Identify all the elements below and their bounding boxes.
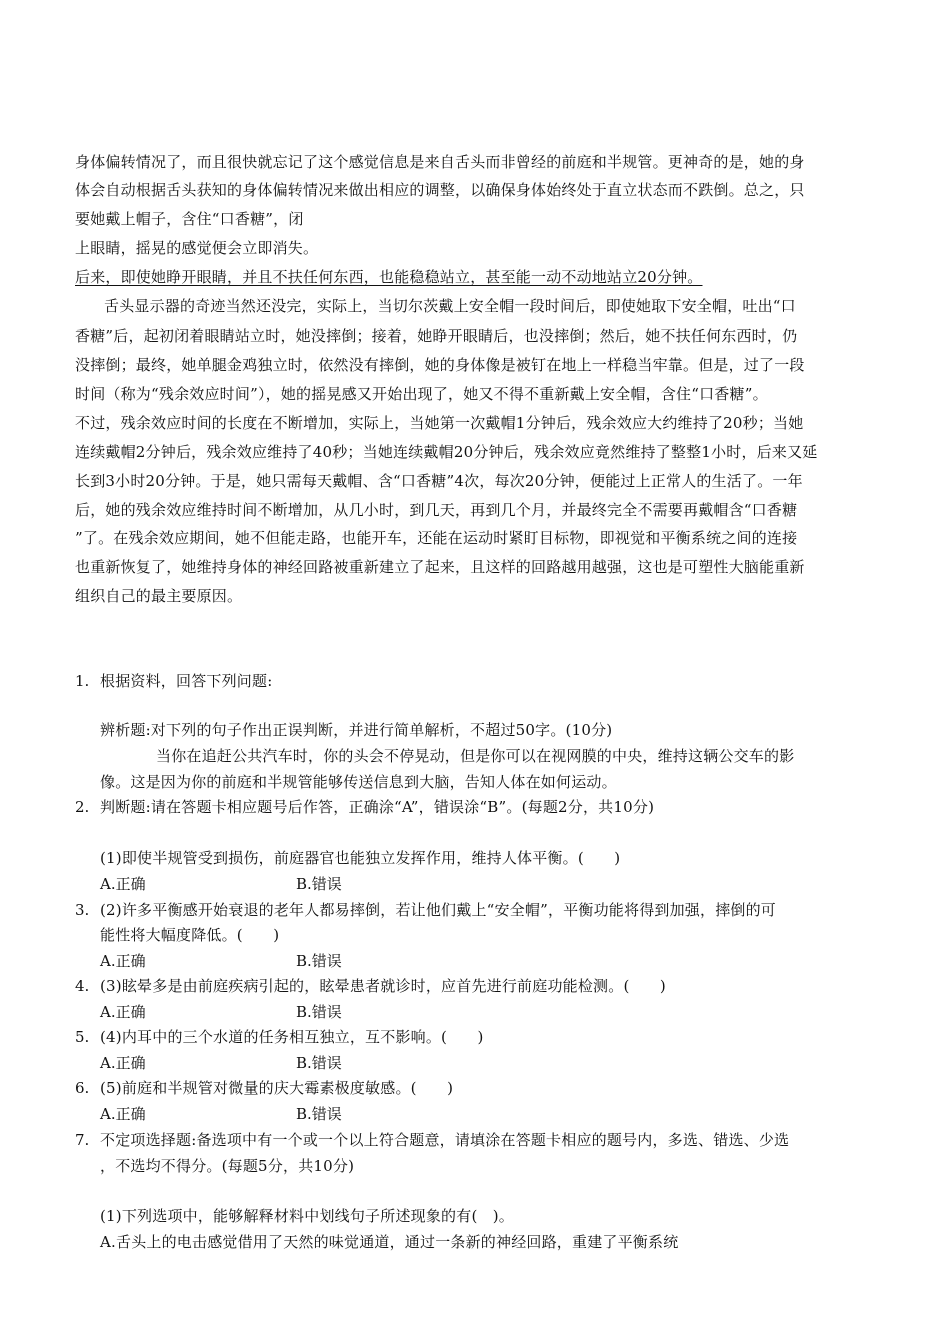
sub-question-line: 当你在追赶公共汽车时，你的头会不停晃动，但是你可以在视网膜的中央，维持这辆公交车的影 <box>156 747 795 765</box>
option-b[interactable]: B.错误 <box>296 875 342 893</box>
underlined-sentence: 后来，即使她睁开眼睛，并且不扶任何东西，也能稳稳站立，甚至能一动不动地站立20分钟。 <box>75 268 703 286</box>
passage-line: 身体偏转情况了，而且很快就忘记了这个感觉信息是来自舌头而非曾经的前庭和半规管。更神奇的是，她的身 <box>75 153 805 171</box>
option-a[interactable]: A.正确 <box>100 952 146 970</box>
passage-line: 体会自动根据舌头获知的身体偏转情况来做出相应的调整，以确保身体始终处于直立状态而不跌倒。总之，只 <box>75 181 805 199</box>
option-a[interactable]: A.正确 <box>100 1003 146 1021</box>
sub-question-line: 像。这是因为你的前庭和半规管能够传送信息到大脑，告知人体在如何运动。 <box>100 773 617 791</box>
option-a[interactable]: A.舌头上的电击感觉借用了天然的味觉通道，通过一条新的神经回路，重建了平衡系统 <box>100 1233 679 1251</box>
question-line: (2)许多平衡感开始衰退的老年人都易摔倒，若让他们戴上“安全帽”，平衡功能将得到加强，摔倒的可 <box>100 901 776 919</box>
question-stem: 根据资料，回答下列问题: <box>100 672 273 690</box>
question-line: (4)内耳中的三个水道的任务相互独立，互不影响。( ) <box>100 1028 484 1046</box>
passage-line: 香糖”后，起初闭着眼睛站立时，她没摔倒；接着，她睁开眼睛后，也没摔倒；然后，她不扶任何东西时，仍 <box>75 327 798 345</box>
passage-line: 舌头显示器的奇迹当然还没完，实际上，当切尔茨戴上安全帽一段时间后，即使她取下安全帽，吐出“口 <box>104 297 796 315</box>
question-number: 3. <box>75 901 90 919</box>
question-line: (5)前庭和半规管对微量的庆大霉素极度敏感。( ) <box>100 1079 454 1097</box>
question-line: (3)眩晕多是由前庭疾病引起的，眩晕患者就诊时，应首先进行前庭功能检测。( ) <box>100 977 666 995</box>
question-number: 2. <box>75 798 90 816</box>
question-number: 4. <box>75 977 90 995</box>
question-line: 不定项选择题:备选项中有一个或一个以上符合题意，请填涂在答题卡相应的题号内，多选、错选、少选 <box>100 1131 790 1149</box>
passage-line: 时间（称为“残余效应时间”），她的摇晃感又开始出现了，她又不得不重新戴上安全帽，含住“口香糖”。 <box>75 385 768 403</box>
passage-line: 组织自己的最主要原因。 <box>75 587 243 605</box>
passage-line: 要她戴上帽子，含住“口香糖”，闭 <box>75 210 304 228</box>
passage-line: 上眼睛，摇晃的感觉便会立即消失。 <box>75 239 319 257</box>
option-b[interactable]: B.错误 <box>296 952 342 970</box>
option-b[interactable]: B.错误 <box>296 1003 342 1021</box>
option-a[interactable]: A.正确 <box>100 1105 146 1123</box>
sub-question-heading: 辨析题:对下列的句子作出正误判断，并进行简单解析，不超过50字。(10分) <box>100 721 613 739</box>
passage-line: ”了。在残余效应期间，她不但能走路，也能开车，还能在运动时紧盯目标物，即视觉和平衡系统之间的连接 <box>75 529 798 547</box>
question-number: 7. <box>75 1131 90 1149</box>
question-number: 5. <box>75 1028 90 1046</box>
passage-line: 连续戴帽2分钟后，残余效应维持了40秒；当她连续戴帽20分钟后，残余效应竟然维持了整整1小时，后来又延 <box>75 443 818 461</box>
option-a[interactable]: A.正确 <box>100 875 146 893</box>
passage-line: 不过，残余效应时间的长度在不断增加，实际上，当她第一次戴帽1分钟后，残余效应大约维持了20秒；当她 <box>75 414 804 432</box>
question-number: 6. <box>75 1079 90 1097</box>
option-b[interactable]: B.错误 <box>296 1054 342 1072</box>
question-line: 能性将大幅度降低。( ) <box>100 926 280 944</box>
passage-line: 也重新恢复了，她维持身体的神经回路被重新建立了起来，且这样的回路越用越强，这也是可塑性大脑能重新 <box>75 558 805 576</box>
question-item: (1)即使半规管受到损伤，前庭器官也能独立发挥作用，维持人体平衡。( ) <box>100 849 621 867</box>
option-b[interactable]: B.错误 <box>296 1105 342 1123</box>
option-a[interactable]: A.正确 <box>100 1054 146 1072</box>
question-stem: 判断题:请在答题卡相应题号后作答，正确涂“A”，错误涂“B”。(每题2分，共10分) <box>100 798 655 816</box>
question-item: (1)下列选项中，能够解释材料中划线句子所述现象的有( )。 <box>100 1207 514 1225</box>
passage-line: 长到3小时20分钟。于是，她只需每天戴帽、含“口香糖”4次，每次20分钟，便能过上正常人的生活了。一年 <box>75 472 803 490</box>
question-line: ，不选均不得分。(每题5分，共10分) <box>100 1157 355 1175</box>
passage-line: 没摔倒；最终，她单腿金鸡独立时，依然没有摔倒，她的身体像是被钉在地上一样稳当牢靠。但是，过了一段 <box>75 356 805 374</box>
passage-line: 后，她的残余效应维持时间不断增加，从几小时，到几天，再到几个月，并最终完全不需要再戴帽含“口香糖 <box>75 501 798 519</box>
question-number: 1. <box>75 672 90 690</box>
